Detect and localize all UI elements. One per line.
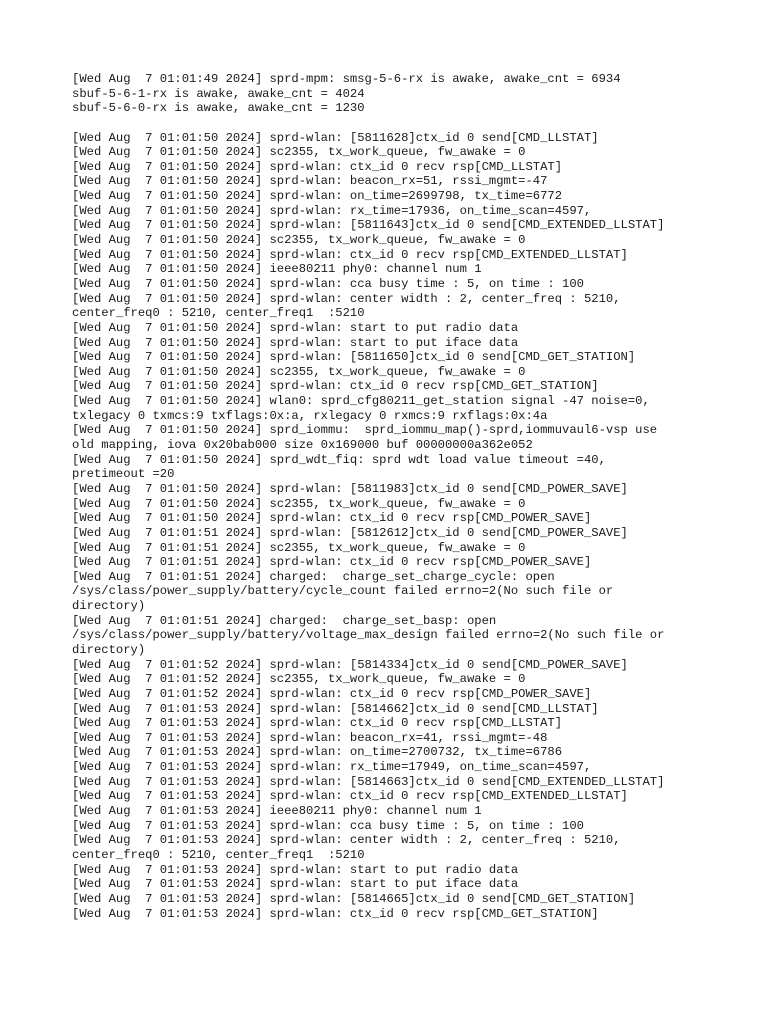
log-line: [Wed Aug 7 01:01:52 2024] sprd-wlan: ctx_id 0 recv rsp[CMD_POWER_SAVE] bbox=[72, 686, 592, 701]
log-line: [Wed Aug 7 01:01:50 2024] sprd-wlan: ctx_id 0 recv rsp[CMD_GET_STATION] bbox=[72, 379, 599, 394]
log-line: [Wed Aug 7 01:01:53 2024] sprd-wlan: beacon_rx=41, rssi_mgmt=-48 bbox=[72, 730, 548, 745]
log-line: [Wed Aug 7 01:01:53 2024] sprd-wlan: on_time=2700732, tx_time=6786 bbox=[72, 745, 563, 760]
log-line: directory) bbox=[72, 599, 146, 614]
log-line: [Wed Aug 7 01:01:53 2024] sprd-wlan: [5814665]ctx_id 0 send[CMD_GET_STATION] bbox=[72, 891, 636, 906]
log-line: [Wed Aug 7 01:01:52 2024] sc2355, tx_work_queue, fw_awake = 0 bbox=[72, 672, 526, 687]
log-line: [Wed Aug 7 01:01:51 2024] sprd-wlan: ctx_id 0 recv rsp[CMD_POWER_SAVE] bbox=[72, 555, 592, 570]
log-line: [Wed Aug 7 01:01:51 2024] charged: charge_set_basp: open bbox=[72, 613, 497, 628]
log-line: [Wed Aug 7 01:01:51 2024] sc2355, tx_work_queue, fw_awake = 0 bbox=[72, 540, 526, 555]
log-line: [Wed Aug 7 01:01:50 2024] sprd-wlan: [5811643]ctx_id 0 send[CMD_EXTENDED_LLSTAT] bbox=[72, 218, 665, 233]
log-line: [Wed Aug 7 01:01:50 2024] sprd-wlan: ctx_id 0 recv rsp[CMD_LLSTAT] bbox=[72, 159, 563, 174]
log-line: [Wed Aug 7 01:01:50 2024] sprd-wlan: ctx_id 0 recv rsp[CMD_POWER_SAVE] bbox=[72, 511, 592, 526]
log-line: [Wed Aug 7 01:01:53 2024] sprd-wlan: ctx_id 0 recv rsp[CMD_EXTENDED_LLSTAT] bbox=[72, 789, 628, 804]
log-line: [Wed Aug 7 01:01:53 2024] sprd-wlan: [5814662]ctx_id 0 send[CMD_LLSTAT] bbox=[72, 701, 599, 716]
log-line: /sys/class/power_supply/battery/cycle_count failed errno=2(No such file or bbox=[72, 584, 614, 599]
log-line: [Wed Aug 7 01:01:50 2024] wlan0: sprd_cfg80211_get_station signal -47 noise=0, bbox=[72, 394, 650, 409]
log-line: sbuf-5-6-0-rx is awake, awake_cnt = 1230 bbox=[72, 101, 365, 116]
log-header-block bbox=[72, 72, 712, 116]
log-line: [Wed Aug 7 01:01:50 2024] sprd-wlan: cca busy time : 5, on time : 100 bbox=[72, 276, 584, 291]
log-line: [Wed Aug 7 01:01:50 2024] sprd-wlan: center width : 2, center_freq : 5210, bbox=[72, 291, 621, 306]
log-line: [Wed Aug 7 01:01:50 2024] sprd-wlan: [5811983]ctx_id 0 send[CMD_POWER_SAVE] bbox=[72, 481, 628, 496]
log-line: [Wed Aug 7 01:01:53 2024] sprd-wlan: rx_time=17949, on_time_scan=4597, bbox=[72, 760, 592, 775]
log-line: [Wed Aug 7 01:01:51 2024] sprd-wlan: [5812612]ctx_id 0 send[CMD_POWER_SAVE] bbox=[72, 525, 628, 540]
log-line: [Wed Aug 7 01:01:53 2024] sprd-wlan: cca busy time : 5, on time : 100 bbox=[72, 818, 584, 833]
log-line: [Wed Aug 7 01:01:50 2024] sprd-wlan: rx_time=17936, on_time_scan=4597, bbox=[72, 203, 592, 218]
log-line: [Wed Aug 7 01:01:50 2024] sprd_iommu: sprd_iommu_map()-sprd,iommuvaul6-vsp use bbox=[72, 423, 658, 438]
log-line: [Wed Aug 7 01:01:50 2024] sprd-wlan: ctx_id 0 recv rsp[CMD_EXTENDED_LLSTAT] bbox=[72, 247, 628, 262]
log-line: [Wed Aug 7 01:01:49 2024] sprd-mpm: smsg-5-6-rx is awake, awake_cnt = 6934 bbox=[72, 72, 621, 86]
log-line: [Wed Aug 7 01:01:50 2024] ieee80211 phy0: channel num 1 bbox=[72, 262, 482, 277]
log-line: [Wed Aug 7 01:01:53 2024] sprd-wlan: center width : 2, center_freq : 5210, bbox=[72, 833, 621, 848]
log-line: [Wed Aug 7 01:01:50 2024] sc2355, tx_work_queue, fw_awake = 0 bbox=[72, 233, 526, 248]
log-line: [Wed Aug 7 01:01:53 2024] sprd-wlan: start to put radio data bbox=[72, 862, 519, 877]
log-line: sbuf-5-6-1-rx is awake, awake_cnt = 4024 bbox=[72, 86, 365, 101]
log-line: [Wed Aug 7 01:01:53 2024] sprd-wlan: [5814663]ctx_id 0 send[CMD_EXTENDED_LLSTAT] bbox=[72, 774, 665, 789]
log-line: [Wed Aug 7 01:01:50 2024] sprd-wlan: start to put iface data bbox=[72, 335, 519, 350]
log-line: /sys/class/power_supply/battery/voltage_max_design failed errno=2(No such file or bbox=[72, 628, 665, 643]
log-line: [Wed Aug 7 01:01:53 2024] ieee80211 phy0: channel num 1 bbox=[72, 804, 482, 819]
log-line: [Wed Aug 7 01:01:50 2024] sc2355, tx_work_queue, fw_awake = 0 bbox=[72, 145, 526, 160]
log-line: [Wed Aug 7 01:01:50 2024] sprd_wdt_fiq: sprd wdt load value timeout =40, bbox=[72, 452, 606, 467]
log-line: [Wed Aug 7 01:01:50 2024] sprd-wlan: [5811628]ctx_id 0 send[CMD_LLSTAT] bbox=[72, 130, 599, 145]
log-line: pretimeout =20 bbox=[72, 467, 175, 482]
log-line: center_freq0 : 5210, center_freq1 :5210 bbox=[72, 306, 365, 321]
log-line: [Wed Aug 7 01:01:50 2024] sprd-wlan: beacon_rx=51, rssi_mgmt=-47 bbox=[72, 174, 548, 189]
log-line: directory) bbox=[72, 642, 146, 657]
blank-line bbox=[72, 116, 712, 131]
log-line: txlegacy 0 txmcs:9 txflags:0x:a, rxlegacy 0 rxmcs:9 rxflags:0x:4a bbox=[72, 408, 548, 423]
log-line: [Wed Aug 7 01:01:53 2024] sprd-wlan: ctx_id 0 recv rsp[CMD_LLSTAT] bbox=[72, 716, 563, 731]
log-line: [Wed Aug 7 01:01:50 2024] sc2355, tx_work_queue, fw_awake = 0 bbox=[72, 364, 526, 379]
log-line: [Wed Aug 7 01:01:53 2024] sprd-wlan: ctx_id 0 recv rsp[CMD_GET_STATION] bbox=[72, 906, 599, 921]
log-line: center_freq0 : 5210, center_freq1 :5210 bbox=[72, 847, 365, 862]
log-document bbox=[72, 72, 712, 921]
log-line: [Wed Aug 7 01:01:52 2024] sprd-wlan: [5814334]ctx_id 0 send[CMD_POWER_SAVE] bbox=[72, 657, 628, 672]
log-line: [Wed Aug 7 01:01:50 2024] sc2355, tx_work_queue, fw_awake = 0 bbox=[72, 496, 526, 511]
log-line: [Wed Aug 7 01:01:53 2024] sprd-wlan: start to put iface data bbox=[72, 877, 519, 892]
log-line: [Wed Aug 7 01:01:50 2024] sprd-wlan: [5811650]ctx_id 0 send[CMD_GET_STATION] bbox=[72, 350, 636, 365]
log-line: old mapping, iova 0x20bab000 size 0x169000 buf 00000000a362e052 bbox=[72, 438, 533, 453]
log-line: [Wed Aug 7 01:01:51 2024] charged: charge_set_charge_cycle: open bbox=[72, 569, 555, 584]
log-body-block bbox=[72, 131, 712, 922]
log-line: [Wed Aug 7 01:01:50 2024] sprd-wlan: on_time=2699798, tx_time=6772 bbox=[72, 189, 563, 204]
log-line: [Wed Aug 7 01:01:50 2024] sprd-wlan: start to put radio data bbox=[72, 320, 519, 335]
